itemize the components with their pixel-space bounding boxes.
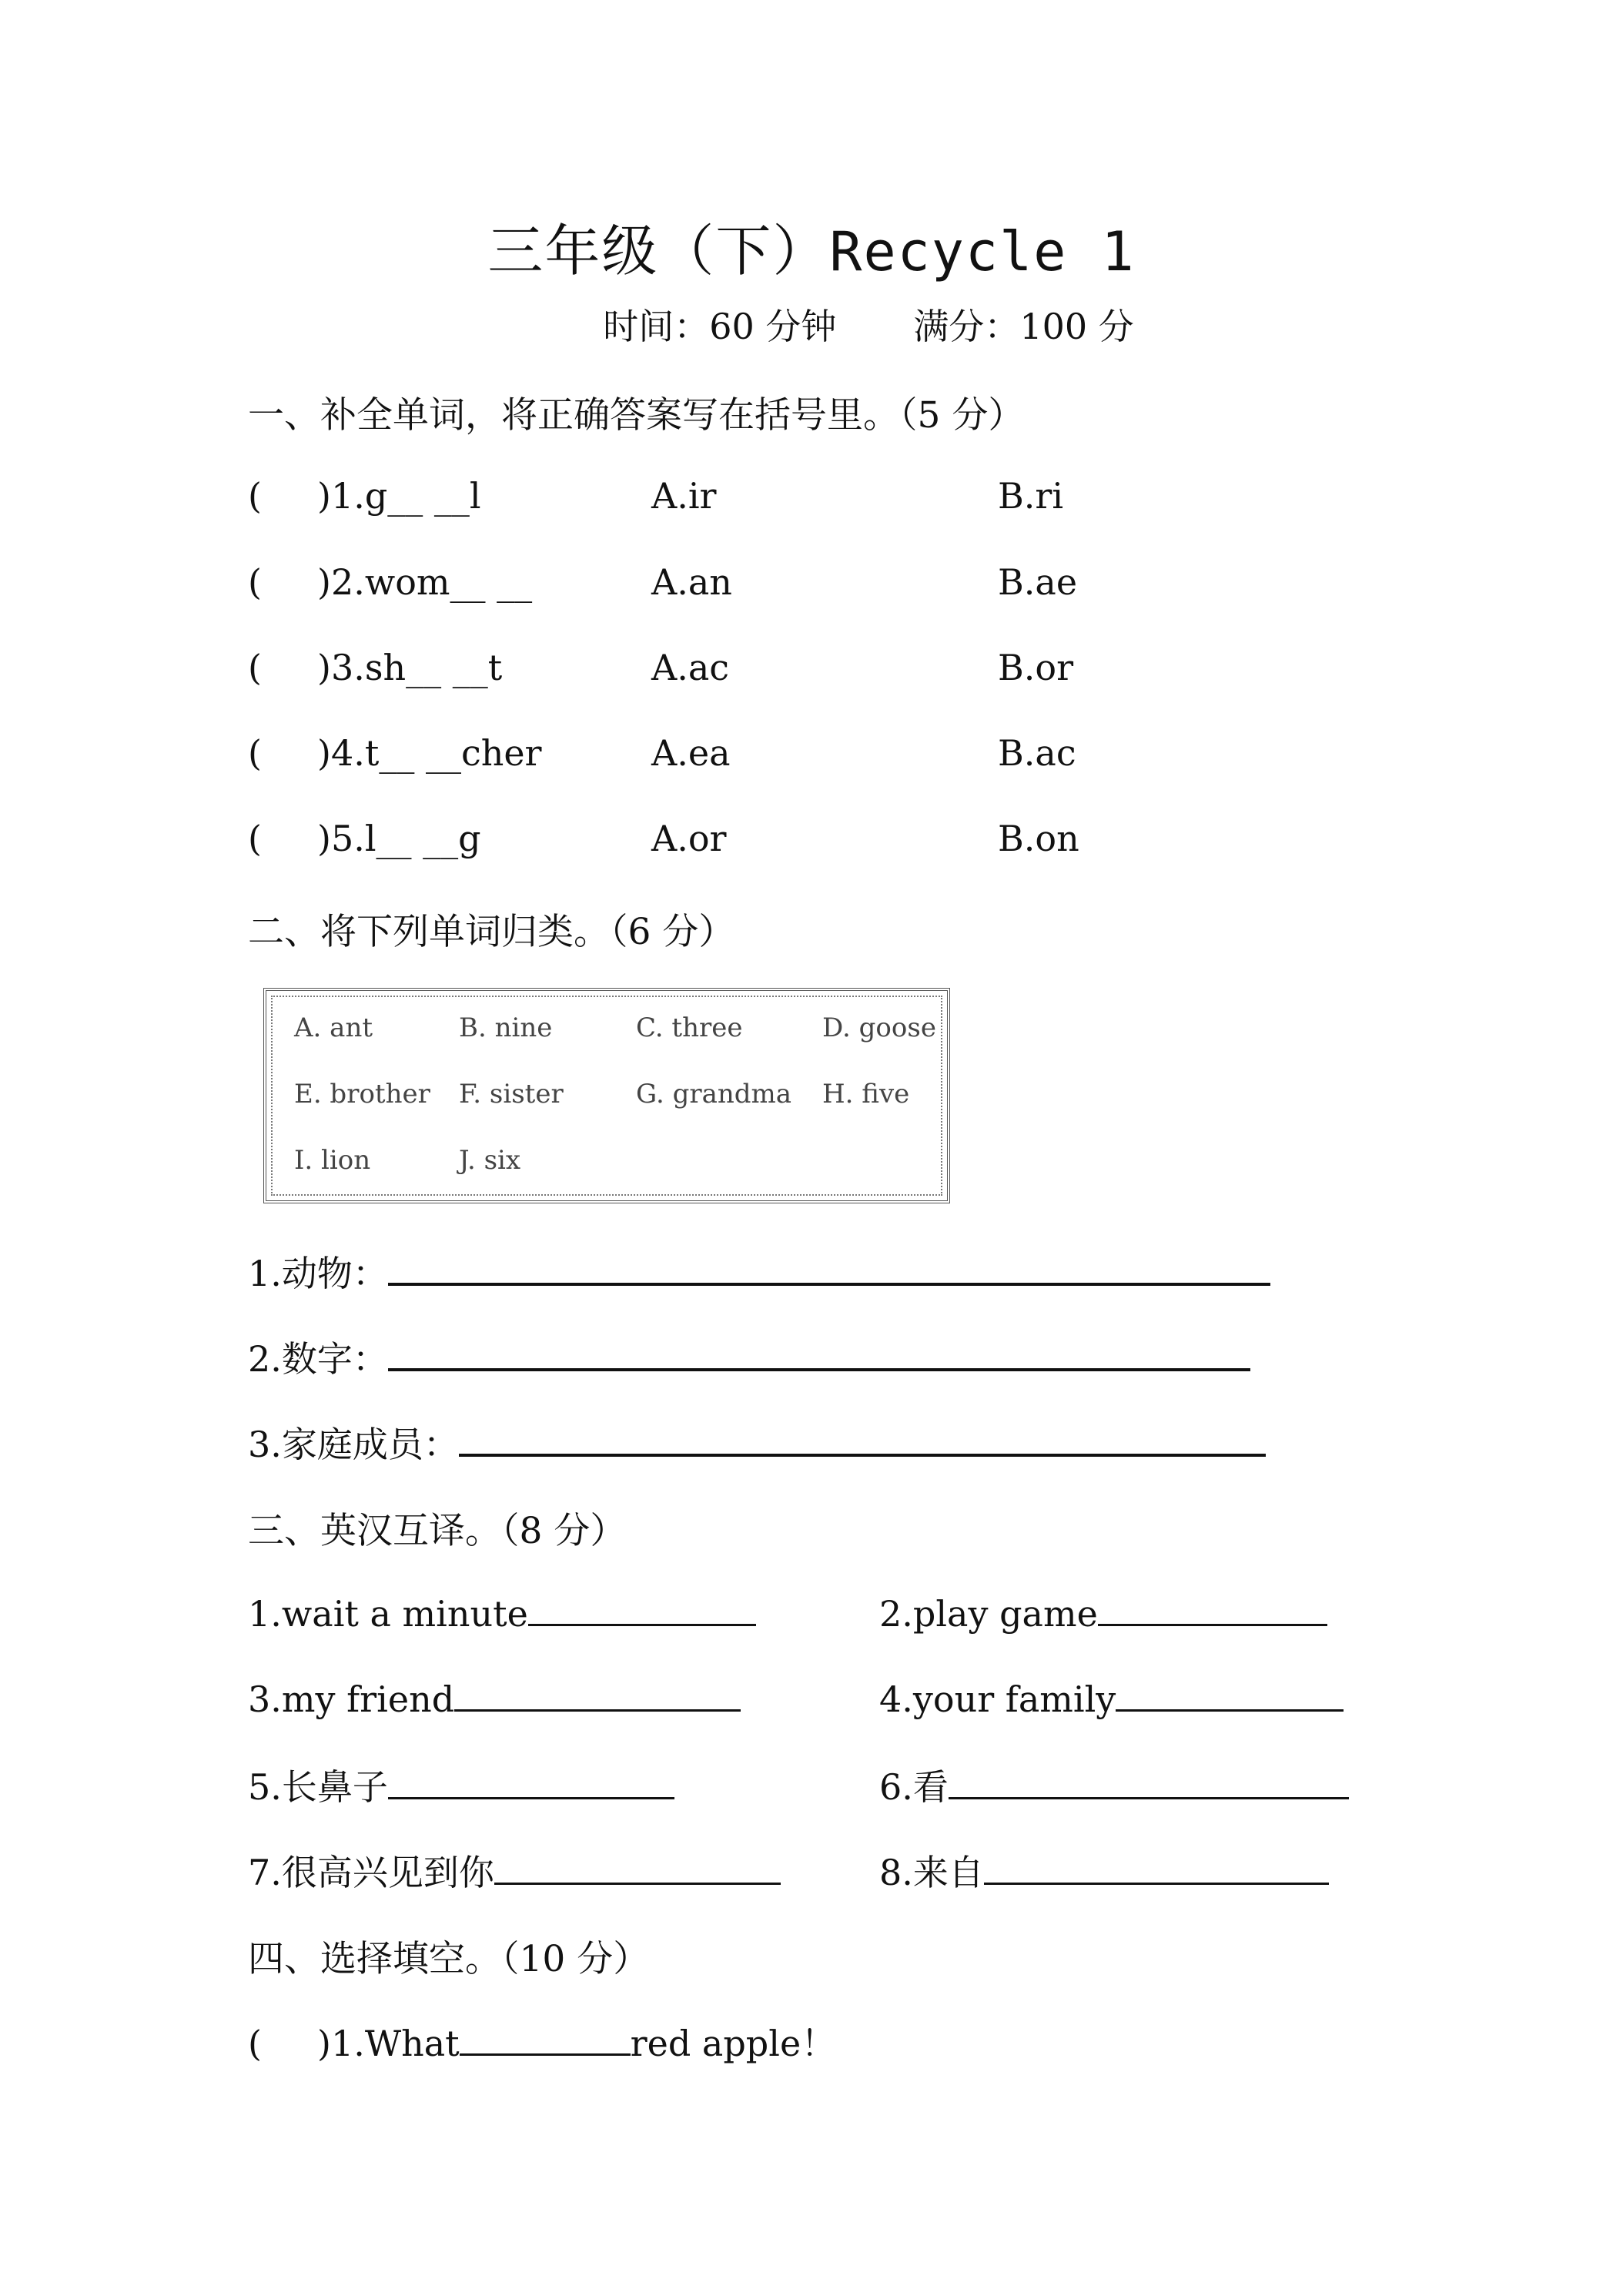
word-item: G. grandma [636, 1079, 792, 1110]
s1-q4-option-a: A.ea [651, 732, 731, 774]
word-item: D. goose [822, 1012, 936, 1043]
category-animals: 1.动物： [248, 1246, 1270, 1297]
s1-q4-option-b: B.ac [998, 732, 1076, 774]
answer-line[interactable] [984, 1847, 1329, 1885]
word-item: E. brother [294, 1079, 430, 1110]
s1-q5-option-b: B.on [998, 818, 1079, 859]
answer-line[interactable] [388, 1762, 674, 1799]
answer-line[interactable] [949, 1762, 1349, 1799]
s1-q1: ( )1.g__ __l [248, 475, 481, 517]
s1-q1-option-a: A.ir [651, 475, 717, 517]
s1-q5-option-a: A.or [651, 818, 727, 859]
s1-q3-option-a: A.ac [651, 647, 730, 688]
answer-line[interactable] [388, 1247, 1270, 1286]
category-family: 3.家庭成员： [248, 1417, 1266, 1468]
word-item: C. three [636, 1012, 743, 1043]
word-item: F. sister [459, 1079, 564, 1110]
s1-q2: ( )2.wom__ __ [248, 561, 533, 603]
translate-item-8: 8.来自 [879, 1845, 1329, 1896]
section-4-heading: 四、选择填空。（10 分） [248, 1938, 650, 1980]
s1-q3-option-b: B.or [998, 647, 1074, 688]
translate-item-5: 5.长鼻子 [248, 1759, 674, 1810]
translate-item-7: 7.很高兴见到你 [248, 1845, 781, 1896]
word-item: H. five [822, 1079, 910, 1110]
answer-line[interactable] [1098, 1588, 1327, 1626]
answer-line[interactable] [528, 1588, 756, 1626]
s1-q2-option-a: A.an [651, 561, 732, 603]
translate-item-3: 3.my friend [248, 1674, 741, 1720]
translate-item-2: 2.play game [879, 1588, 1327, 1635]
section-2-heading: 二、将下列单词归类。（6 分） [248, 911, 735, 953]
s1-q4: ( )4.t__ __cher [248, 732, 542, 774]
answer-line[interactable] [494, 1847, 781, 1885]
s1-q3: ( )3.sh__ __t [248, 647, 503, 688]
translate-item-6: 6.看 [879, 1759, 1349, 1810]
word-item: B. nine [459, 1012, 553, 1043]
answer-line[interactable] [388, 1333, 1250, 1371]
time-limit: 时间：60 分钟 [603, 306, 837, 347]
word-box [263, 988, 950, 1203]
s1-q2-option-b: B.ae [998, 561, 1078, 603]
section-3-heading: 三、英汉互译。（8 分） [248, 1510, 627, 1552]
exam-meta [0, 299, 1623, 350]
choice-item-1: ( )1.What red apple！ [248, 2016, 836, 2067]
full-score: 满分：100 分 [913, 306, 1134, 347]
answer-line[interactable] [454, 1674, 741, 1712]
word-item: I. lion [294, 1145, 371, 1176]
answer-line[interactable] [459, 1418, 1266, 1457]
translate-item-1: 1.wait a minute [248, 1588, 756, 1635]
page-title: 三年级（下）Recycle 1 [487, 219, 1136, 283]
s1-q5: ( )5.l__ __g [248, 818, 481, 859]
answer-line[interactable] [1116, 1674, 1344, 1712]
word-item: A. ant [294, 1012, 373, 1043]
section-1-heading: 一、补全单词，将正确答案写在括号里。（5 分） [248, 394, 1025, 437]
answer-line[interactable] [460, 2018, 631, 2056]
translate-item-4: 4.your family [879, 1674, 1344, 1720]
word-item: J. six [459, 1145, 521, 1176]
s1-q1-option-b: B.ri [998, 475, 1064, 517]
category-numbers: 2.数字： [248, 1331, 1250, 1382]
